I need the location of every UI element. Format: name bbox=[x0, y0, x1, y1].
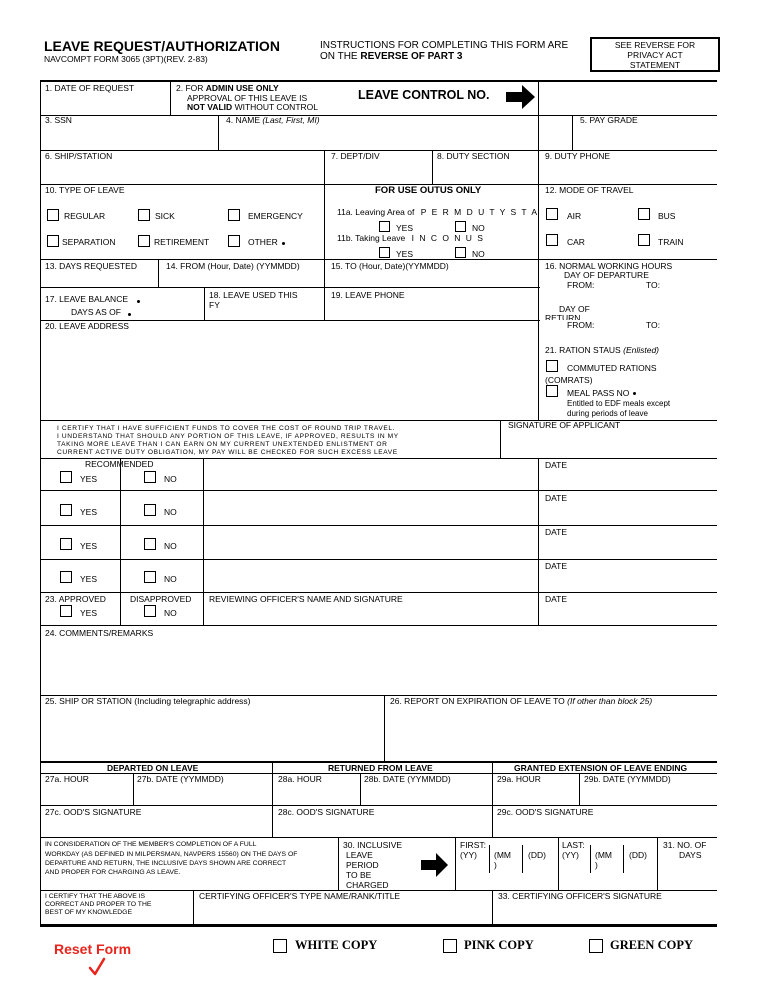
recommended-label: RECOMMENDED bbox=[85, 459, 154, 469]
other-checkbox[interactable] bbox=[228, 235, 240, 247]
outus-header: FOR USE OUTUS ONLY bbox=[375, 185, 482, 196]
departed-on-leave-header: DEPARTED ON LEAVE bbox=[107, 763, 199, 773]
leave-control-no-label: LEAVE CONTROL NO. bbox=[358, 88, 490, 102]
fy-label: FY bbox=[209, 300, 220, 310]
ration-status-hint: (Enlisted) bbox=[623, 345, 660, 355]
rec1-yes-checkbox[interactable] bbox=[60, 471, 72, 483]
leave-phone-input[interactable] bbox=[326, 302, 536, 319]
return-label: RETURN bbox=[545, 314, 581, 320]
rule bbox=[40, 259, 717, 260]
rec2-date-label: DATE bbox=[545, 493, 568, 503]
rule bbox=[218, 115, 219, 150]
green-copy-checkbox[interactable] bbox=[589, 939, 603, 953]
consideration-line4: AND PROPER FOR CHARGING AS LEAVE. bbox=[45, 869, 181, 876]
rule bbox=[40, 490, 717, 491]
duty-phone-label: 9. DUTY PHONE bbox=[545, 151, 611, 161]
rule bbox=[40, 525, 717, 526]
rule bbox=[203, 458, 204, 625]
pink-copy-checkbox[interactable] bbox=[443, 939, 457, 953]
certify-line2: I UNDERSTAND THAT SHOULD ANY PORTION OF THIS LEAVE, IF APPROVED, RESULTS IN MY bbox=[57, 433, 399, 440]
air-label: AIR bbox=[567, 211, 582, 221]
first-label: FIRST: bbox=[460, 840, 486, 850]
rec4-yes-label: YES bbox=[80, 574, 98, 584]
taking-leave-value: I N C O N U S bbox=[411, 233, 485, 243]
approval-date-label: DATE bbox=[545, 594, 568, 604]
separation-label: SEPARATION bbox=[62, 237, 116, 247]
rec2-no-checkbox[interactable] bbox=[144, 504, 156, 516]
comments-label: 24. COMMENTS/REMARKS bbox=[45, 628, 154, 638]
leave-address-input[interactable] bbox=[42, 334, 536, 418]
rec3-yes-checkbox[interactable] bbox=[60, 538, 72, 550]
certify2-line2: CORRECT AND PROPER TO THE bbox=[45, 901, 152, 908]
rule bbox=[455, 837, 456, 890]
rec1-no-label: NO bbox=[164, 474, 177, 484]
rule bbox=[40, 592, 717, 593]
hour-28a-label: 28a. HOUR bbox=[278, 774, 322, 784]
ssn-input[interactable] bbox=[42, 127, 216, 148]
rule bbox=[360, 773, 361, 805]
taking-leave-label bbox=[337, 234, 484, 243]
date-of-request-input[interactable] bbox=[42, 95, 168, 113]
date-27b-label: 27b. DATE (YYMMDD) bbox=[137, 774, 224, 784]
rule bbox=[489, 845, 490, 873]
certifying-officer-name-label: CERTIFYING OFFICER'S TYPE NAME/RANK/TITLE bbox=[199, 891, 401, 901]
name-title: 4. NAME bbox=[226, 115, 261, 125]
disapproved-label: DISAPPROVED bbox=[130, 594, 192, 604]
approved-label: 23. APPROVED bbox=[45, 594, 106, 604]
rule bbox=[40, 287, 540, 288]
rec4-no-label: NO bbox=[164, 574, 177, 584]
form-bottom-border bbox=[40, 924, 717, 927]
leaving-no-checkbox[interactable] bbox=[455, 221, 466, 232]
duty-phone-input[interactable] bbox=[540, 163, 716, 183]
rule bbox=[538, 458, 539, 625]
return-to-label: TO: bbox=[646, 320, 661, 330]
checkmark-icon bbox=[88, 957, 106, 977]
bus-checkbox[interactable] bbox=[638, 208, 650, 220]
rule bbox=[623, 845, 624, 873]
duty-section-input[interactable] bbox=[434, 163, 536, 183]
last-mm-label: (MM bbox=[595, 850, 612, 860]
day-of-departure-label: DAY OF DEPARTURE bbox=[564, 270, 649, 280]
certify2-line3: BEST OF MY KNOWLEDGE bbox=[45, 909, 132, 916]
date-29b-label: 29b. DATE (YYMMDD) bbox=[584, 774, 671, 784]
sick-checkbox[interactable] bbox=[138, 209, 150, 221]
last-yy-label: (YY) bbox=[562, 850, 579, 860]
separation-checkbox[interactable] bbox=[47, 235, 59, 247]
name-hint: (Last, First, MI) bbox=[262, 115, 320, 125]
leave-address-label: 20. LEAVE ADDRESS bbox=[45, 321, 129, 331]
rule bbox=[579, 773, 580, 805]
admin-for: 2. FOR bbox=[176, 83, 204, 93]
certify2-line1: I CERTIFY THAT THE ABOVE IS bbox=[45, 893, 146, 900]
bus-label: BUS bbox=[658, 211, 676, 221]
pay-grade-label: 5. PAY GRADE bbox=[580, 115, 638, 125]
green-copy-label: GREEN COPY bbox=[610, 938, 693, 952]
leaving-yes-checkbox[interactable] bbox=[379, 221, 390, 232]
ood-27c-label: 27c. OOD'S SIGNATURE bbox=[45, 807, 142, 817]
meal-pass-checkbox[interactable] bbox=[546, 385, 558, 397]
leaving-no-label: NO bbox=[472, 223, 485, 233]
instructions-on-the: ON THE bbox=[320, 51, 358, 62]
rule bbox=[40, 837, 717, 838]
inclusive-line4: TO BE bbox=[346, 870, 372, 880]
rec2-no-label: NO bbox=[164, 507, 177, 517]
instructions-line1: INSTRUCTIONS FOR COMPLETING THIS FORM ARE bbox=[320, 40, 569, 51]
leaving-yes-label: YES bbox=[396, 223, 414, 233]
leave-control-no-input[interactable] bbox=[540, 82, 716, 114]
leave-used-label: 18. LEAVE USED THIS bbox=[209, 290, 298, 300]
to-label: 15. TO (Hour, Date)(YYMMDD) bbox=[331, 261, 449, 271]
train-checkbox[interactable] bbox=[638, 234, 650, 246]
days-as-of-label: DAYS AS OF bbox=[71, 307, 121, 317]
admin-use-line3-clip bbox=[187, 103, 332, 113]
return-from-label: FROM: bbox=[567, 320, 595, 330]
taking-leave-title: 11b. Taking Leave bbox=[337, 233, 406, 243]
admin-use-line2: APPROVAL OF THIS LEAVE IS bbox=[187, 93, 308, 103]
date-28b-label: 28b. DATE (YYMMDD) bbox=[364, 774, 451, 784]
rule bbox=[338, 837, 339, 890]
retirement-label: RETIREMENT bbox=[154, 237, 210, 247]
rec1-date-label: DATE bbox=[545, 460, 568, 470]
reset-form-button[interactable]: Reset Form bbox=[54, 941, 132, 957]
ood-28c-label: 28c. OOD'S SIGNATURE bbox=[278, 807, 375, 817]
privacy-line2: PRIVACY ACT bbox=[627, 50, 683, 60]
rule bbox=[158, 259, 159, 287]
report-title: 26. REPORT ON EXPIRATION OF LEAVE TO bbox=[390, 696, 565, 706]
ood-29c-label: 29c. OOD'S SIGNATURE bbox=[497, 807, 594, 817]
certify-line4: CURRENT ACTIVE DUTY OBLIGATION, MY PAY WILL BE CHECKED FOR SUCH EXCESS LEAVE bbox=[57, 449, 398, 456]
departure-to-label: TO: bbox=[646, 280, 661, 290]
rule bbox=[40, 625, 717, 626]
instructions-reverse: REVERSE OF PART 3 bbox=[360, 51, 463, 62]
rec4-no-checkbox[interactable] bbox=[144, 571, 156, 583]
name-input[interactable] bbox=[220, 127, 570, 148]
duty-section-label: 8. DUTY SECTION bbox=[437, 151, 510, 161]
report-hint: (If other than block 25) bbox=[567, 696, 653, 706]
rec2-yes-checkbox[interactable] bbox=[60, 504, 72, 516]
admin-not-valid: NOT VALID bbox=[187, 103, 233, 112]
inclusive-line1: 30. INCLUSIVE bbox=[343, 840, 403, 850]
admin-without-control: WITHOUT CONTROL bbox=[234, 103, 318, 112]
rule bbox=[384, 695, 385, 761]
rec1-no-checkbox[interactable] bbox=[144, 471, 156, 483]
report-on-expiration-label bbox=[390, 697, 652, 706]
form-left-border bbox=[40, 80, 41, 924]
leave-balance-label: 17. LEAVE BALANCE bbox=[45, 294, 128, 304]
consideration-line2: WORKDAY (AS DEFINED IN MILPERSMAN, NAVPERS 15560) ON THE DAYS OF bbox=[45, 851, 298, 858]
white-copy-checkbox[interactable] bbox=[273, 939, 287, 953]
taking-no-checkbox[interactable] bbox=[455, 247, 466, 258]
pay-grade-input[interactable] bbox=[574, 127, 716, 148]
granted-extension-header: GRANTED EXTENSION OF LEAVE ENDING bbox=[514, 763, 688, 773]
leaving-area-value: P E R M D U T Y S T A bbox=[420, 207, 539, 217]
rec4-date-label: DATE bbox=[545, 561, 568, 571]
no-of-days-line1: 31. NO. OF bbox=[663, 840, 707, 850]
rule bbox=[40, 559, 717, 560]
arrow-right-icon bbox=[421, 852, 449, 878]
rec1-yes-label: YES bbox=[80, 474, 98, 484]
taking-yes-checkbox[interactable] bbox=[379, 247, 390, 258]
working-hours-label: 16. NORMAL WORKING HOURS bbox=[545, 261, 673, 271]
leaving-area-title: 11a. Leaving Area of bbox=[337, 207, 415, 217]
first-mm-close: ) bbox=[494, 860, 497, 870]
instructions-line2 bbox=[320, 51, 462, 62]
pink-copy-label: PINK COPY bbox=[464, 938, 534, 952]
dept-div-label: 7. DEPT/DIV bbox=[331, 151, 380, 161]
rule bbox=[193, 890, 194, 924]
certify-line3: TAKING MORE LEAVE THAN I CAN EARN ON MY CURRENT UNEXTENDED ENLISTMENT OR bbox=[57, 441, 388, 448]
regular-checkbox[interactable] bbox=[47, 209, 59, 221]
form-title: LEAVE REQUEST/AUTHORIZATION bbox=[44, 38, 280, 54]
privacy-line1: SEE REVERSE FOR bbox=[614, 40, 696, 50]
rule bbox=[272, 761, 273, 837]
approved-yes-label: YES bbox=[80, 608, 98, 618]
certify-line1: I CERTIFY THAT I HAVE SUFFICIENT FUNDS TO COVER THE COST OF ROUND TRIP TRAVEL. bbox=[57, 425, 396, 432]
commuted-rations-label: COMMUTED RATIONS bbox=[567, 363, 657, 373]
mode-of-travel-label: 12. MODE OF TRAVEL bbox=[545, 185, 634, 195]
commuted-rations-checkbox[interactable] bbox=[546, 360, 558, 372]
admin-use-only: ADMIN USE ONLY bbox=[205, 83, 279, 93]
meal-pass-bullet bbox=[633, 392, 636, 395]
applicant-signature-label: SIGNATURE OF APPLICANT bbox=[508, 420, 621, 430]
train-label: TRAIN bbox=[658, 237, 684, 247]
consideration-line3: DEPARTURE AND RETURN, THE INCLUSIVE DAYS SHOWN ARE CORRECT bbox=[45, 860, 287, 867]
admin-use-line1 bbox=[176, 84, 279, 93]
retirement-checkbox[interactable] bbox=[138, 235, 150, 247]
comrats-label: (COMRATS) bbox=[545, 375, 593, 385]
emergency-checkbox[interactable] bbox=[228, 209, 240, 221]
hour-27a-label: 27a. HOUR bbox=[45, 774, 89, 784]
leaving-area-label bbox=[337, 208, 539, 217]
leave-balance-bullet bbox=[137, 300, 140, 303]
rule bbox=[133, 773, 134, 805]
ration-status-title: 21. RATION STAUS bbox=[545, 345, 621, 355]
air-checkbox[interactable] bbox=[546, 208, 558, 220]
rec3-yes-label: YES bbox=[80, 541, 98, 551]
last-label: LAST: bbox=[562, 840, 585, 850]
date-of-request-label: 1. DATE OF REQUEST bbox=[45, 83, 135, 93]
sick-label: SICK bbox=[155, 211, 175, 221]
rec3-no-checkbox[interactable] bbox=[144, 538, 156, 550]
rule bbox=[558, 837, 559, 890]
certifying-officer-signature-label: 33. CERTIFYING OFFICER'S SIGNATURE bbox=[498, 891, 662, 901]
emergency-label: EMERGENCY bbox=[248, 211, 303, 221]
disapproved-no-label: NO bbox=[164, 608, 177, 618]
meal-pass-label: MEAL PASS NO bbox=[567, 388, 630, 398]
departure-from-label: FROM: bbox=[567, 280, 595, 290]
ration-status-label bbox=[545, 346, 659, 355]
ssn-label: 3. SSN bbox=[45, 115, 72, 125]
type-of-leave-label: 10. TYPE OF LEAVE bbox=[45, 185, 125, 195]
rec3-no-label: NO bbox=[164, 541, 177, 551]
first-dd-label: (DD) bbox=[528, 850, 546, 860]
last-dd-label: (DD) bbox=[629, 850, 647, 860]
rule bbox=[324, 150, 325, 320]
rec3-date-label: DATE bbox=[545, 527, 568, 537]
day-of-label: DAY OF bbox=[559, 304, 590, 314]
days-requested-label: 13. DAYS REQUESTED bbox=[45, 261, 137, 271]
inclusive-line3: PERIOD bbox=[346, 860, 379, 870]
car-label: CAR bbox=[567, 237, 585, 247]
privacy-act-box bbox=[590, 37, 720, 72]
regular-label: REGULAR bbox=[64, 211, 106, 221]
dept-div-input[interactable] bbox=[326, 163, 430, 183]
privacy-line3: STATEMENT bbox=[629, 60, 681, 70]
rule bbox=[170, 80, 171, 115]
hour-29a-label: 29a. HOUR bbox=[497, 774, 541, 784]
rule bbox=[657, 837, 658, 890]
car-checkbox[interactable] bbox=[546, 234, 558, 246]
inclusive-line5: CHARGED bbox=[346, 880, 389, 890]
no-of-days-line2: DAYS bbox=[679, 850, 702, 860]
rule bbox=[204, 287, 205, 320]
rule bbox=[500, 420, 501, 458]
form-number: NAVCOMPT FORM 3065 (3PT)(REV. 2-83) bbox=[44, 54, 208, 64]
rule bbox=[572, 115, 573, 150]
rule bbox=[432, 150, 433, 184]
name-label bbox=[226, 116, 320, 125]
disapproved-no-checkbox[interactable] bbox=[144, 605, 156, 617]
ship-or-station-label: 25. SHIP OR STATION (Including telegraphic address) bbox=[45, 696, 251, 706]
last-mm-close: ) bbox=[595, 860, 598, 870]
days-as-of-bullet bbox=[128, 313, 131, 316]
from-label: 14. FROM (Hour, Date) (YYMMDD) bbox=[166, 261, 300, 271]
consideration-line1: IN CONSIDERATION OF THE MEMBER'S COMPLETION OF A FULL bbox=[45, 841, 257, 848]
first-yy-label: (YY) bbox=[460, 850, 477, 860]
approved-yes-checkbox[interactable] bbox=[60, 605, 72, 617]
rec2-yes-label: YES bbox=[80, 507, 98, 517]
ship-station-input[interactable] bbox=[42, 163, 322, 183]
taking-no-label: NO bbox=[472, 249, 485, 259]
rule bbox=[492, 890, 493, 924]
comments-input[interactable] bbox=[42, 640, 716, 693]
rec4-yes-checkbox[interactable] bbox=[60, 571, 72, 583]
ship-station-label: 6. SHIP/STATION bbox=[45, 151, 113, 161]
edf-line2: during periods of leave bbox=[567, 409, 648, 418]
taking-yes-label: YES bbox=[396, 249, 414, 259]
other-label: OTHER bbox=[248, 237, 278, 247]
returned-from-leave-header: RETURNED FROM LEAVE bbox=[328, 763, 433, 773]
applicant-signature-input[interactable] bbox=[502, 432, 716, 457]
rule bbox=[590, 845, 591, 873]
rule bbox=[120, 458, 121, 625]
first-mm-label: (MM bbox=[494, 850, 511, 860]
white-copy-label: WHITE COPY bbox=[295, 938, 378, 952]
edf-line1: Entitled to EDF meals except bbox=[567, 399, 671, 408]
rule bbox=[522, 845, 523, 873]
rule bbox=[492, 761, 493, 837]
inclusive-line2: LEAVE bbox=[346, 850, 373, 860]
rule bbox=[40, 805, 717, 806]
leave-phone-label: 19. LEAVE PHONE bbox=[331, 290, 405, 300]
other-bullet bbox=[282, 242, 285, 245]
arrow-right-icon bbox=[506, 84, 536, 110]
reviewer-label: REVIEWING OFFICER'S NAME AND SIGNATURE bbox=[209, 594, 403, 604]
